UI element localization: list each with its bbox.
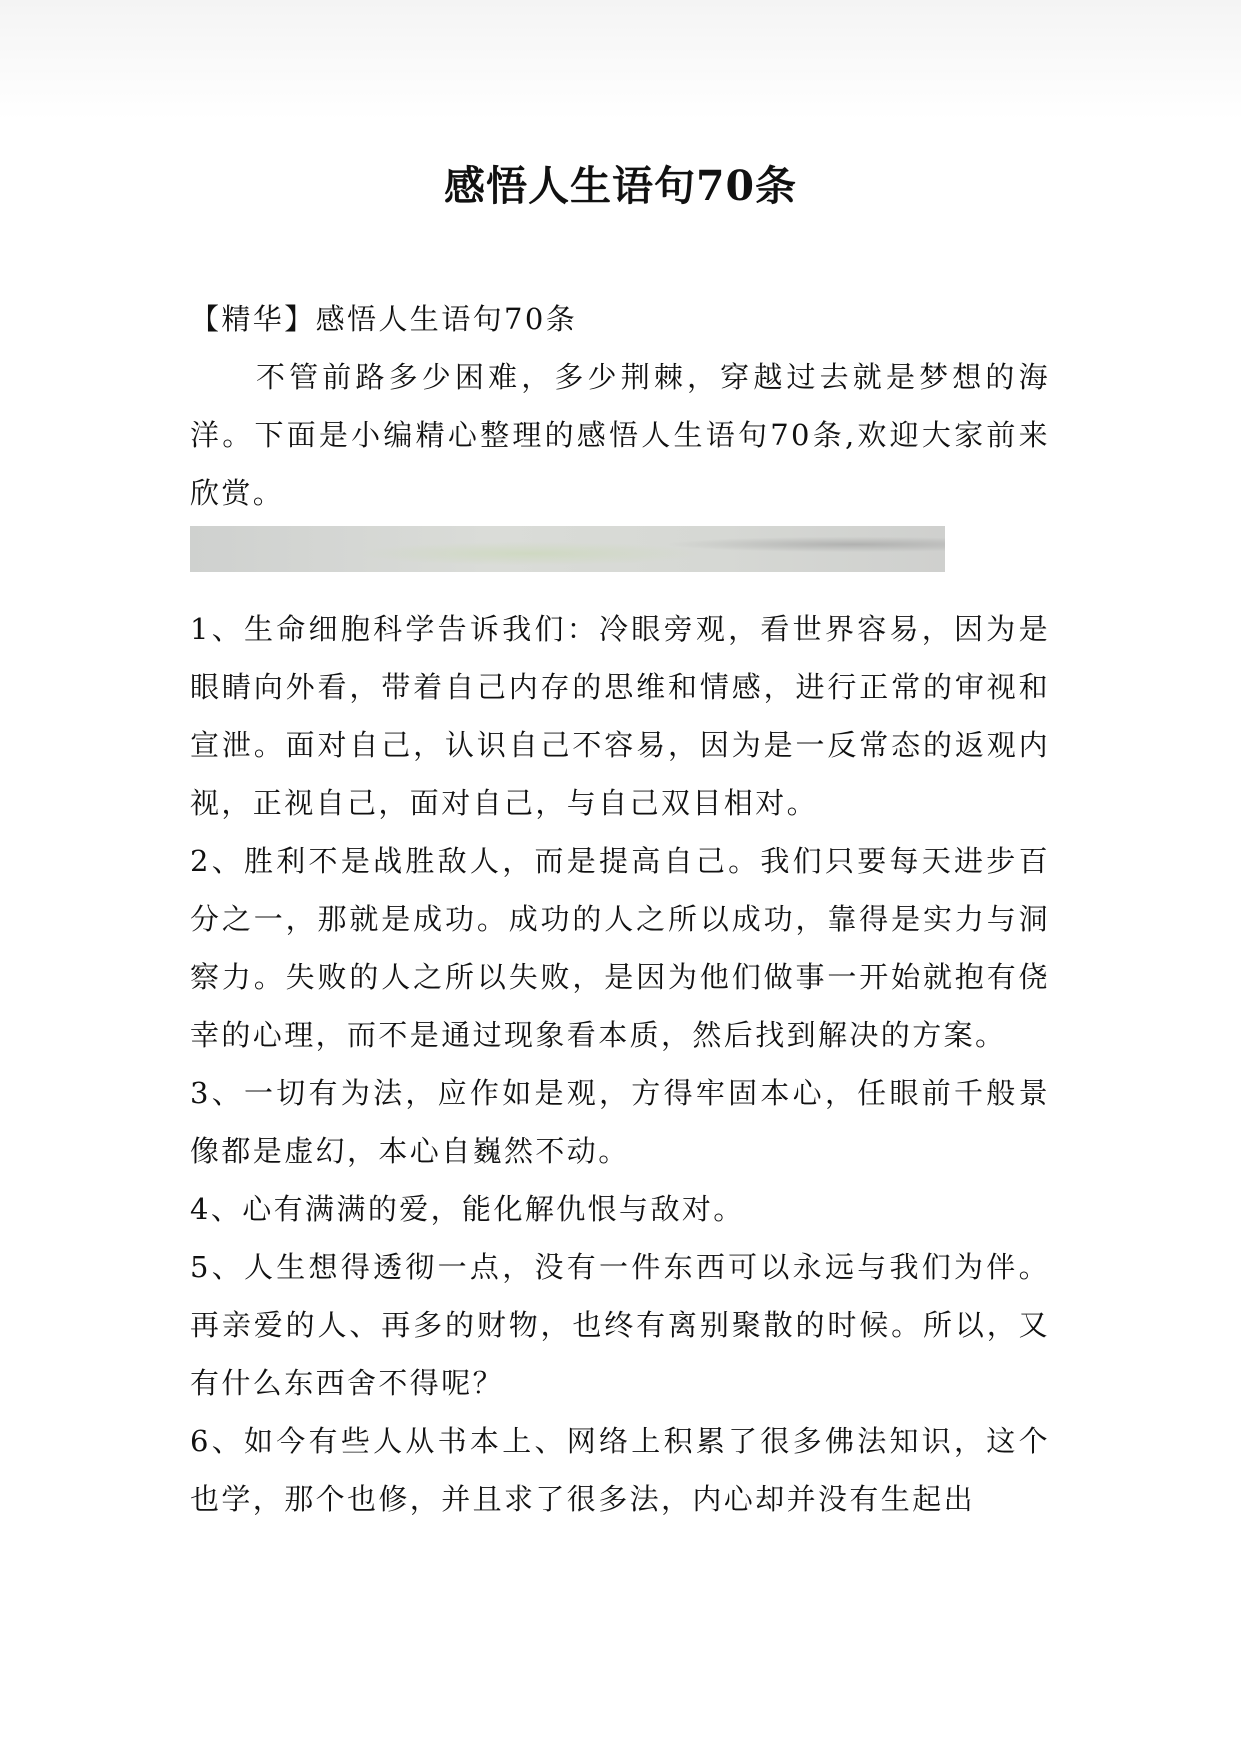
intro-paragraph: 不管前路多少困难，多少荆棘，穿越过去就是梦想的海洋。下面是小编精心整理的感悟人生语句70条,欢迎大家前来欣赏。 xyxy=(190,360,1050,510)
quote-item-3: 3、一切有为法，应作如是观，方得牢固本心，任眼前千般景像都是虚幻，本心自巍然不动。 xyxy=(190,1076,1050,1168)
page-top-shade xyxy=(0,0,1241,120)
document-body xyxy=(190,290,1050,1528)
quote-item-2: 2、胜利不是战胜敌人，而是提高自己。我们只要每天进步百分之一，那就是成功。成功的人之所以成功，靠得是实力与洞察力。失败的人之所以失败，是因为他们做事一开始就抱有侥幸的心理，而不是通过现象看本质，然后找到解决的方案。 xyxy=(190,844,1050,1052)
quote-item-6: 6、如今有些人从书本上、网络上积累了很多佛法知识，这个也学，那个也修，并且求了很多法，内心却并没有生起出 xyxy=(190,1424,1050,1516)
quote-item-5: 5、人生想得透彻一点，没有一件东西可以永远与我们为伴。再亲爱的人、再多的财物，也终有离别聚散的时候。所以，又有什么东西舍不得呢？ xyxy=(190,1250,1050,1400)
document-subtitle: 【精华】感悟人生语句70条 xyxy=(190,302,578,336)
document-title: 感悟人生语句70条 xyxy=(443,162,798,210)
quote-item-1: 1、生命细胞科学告诉我们：冷眼旁观，看世界容易，因为是眼睛向外看，带着自己内存的思维和情感，进行正常的审视和宣泄。面对自己，认识自己不容易，因为是一反常态的返观内视，正视自己，面对自己，与自己双目相对。 xyxy=(190,612,1050,820)
quote-item-4: 4、心有满满的爱，能化解仇恨与敌对。 xyxy=(190,1192,745,1226)
decorative-banner-image xyxy=(190,526,945,572)
